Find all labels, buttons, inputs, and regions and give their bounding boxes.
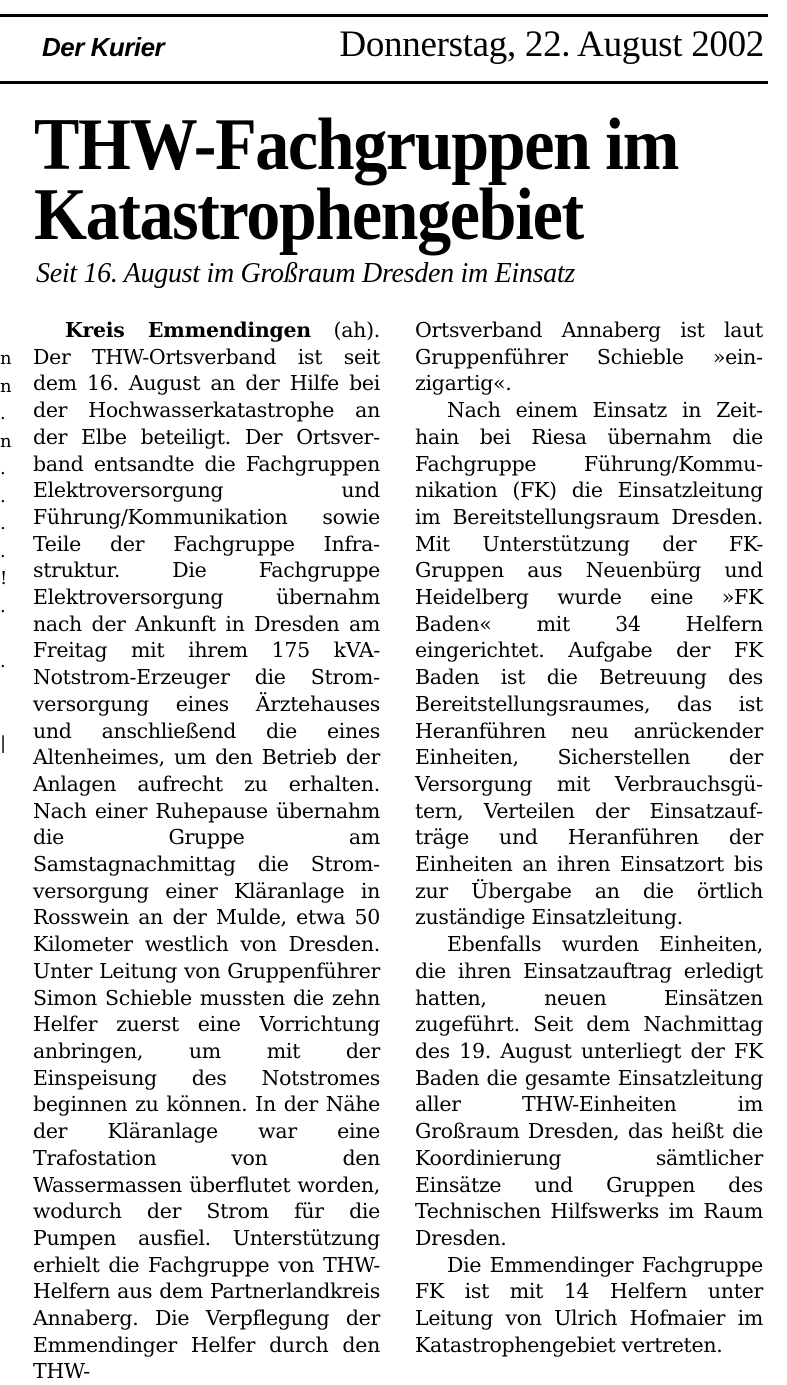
fragment: n xyxy=(0,348,12,369)
fragment: ! xyxy=(0,568,8,589)
article-column-left xyxy=(33,317,380,1385)
headline-line-1: THW-Fachgruppen im xyxy=(34,104,679,186)
issue-date: Donnerstag, 22. August 2002 xyxy=(339,24,764,65)
fragment: . xyxy=(0,403,6,424)
fragment: . xyxy=(0,540,6,562)
fragment: . xyxy=(0,485,6,507)
fragment: n xyxy=(0,375,12,397)
author-tag: (ah). xyxy=(310,318,380,342)
masthead-bar xyxy=(0,14,768,84)
dateline: Kreis Emmendingen xyxy=(65,318,311,342)
article-paragraph: Ortsverband Annaberg ist laut Gruppenführer Schieble »einzigartig«. xyxy=(415,318,763,396)
fragment xyxy=(0,620,12,648)
article-headline xyxy=(34,104,679,256)
article-paragraph xyxy=(33,317,380,1385)
fragment: . xyxy=(0,595,6,617)
fragment: n xyxy=(0,430,12,452)
fragment: . xyxy=(0,650,6,672)
fragment: . xyxy=(0,513,6,534)
article-column-right xyxy=(415,317,763,1358)
headline-line-2: Katastrophengebiet xyxy=(34,174,583,256)
article-paragraph: Die Emmendinger Fachgruppe FK ist mit 14 Helfern unter Leitung von Ulrich Hofmaier im Katastrophengebiet vertreten. xyxy=(415,1252,763,1357)
fragment: | xyxy=(0,733,7,754)
paragraph-text: Der THW-Ortsverband ist seit dem 16. August an der Hilfe bei der Hochwasserkatastrophe an der Elbe beteiligt. Der Ortsverband entsandte die Fachgruppen Elektroversorgung und Führung/Kommunikation sowie Teile der Fachgruppe Infrastruktur. Die Fachgruppe Elektroversorgung übernahm nach der Ankunft in Dresden am Freitag mit ihrem 175 kVA-Notstrom-Erzeuger die Stromversorgung eines Ärztehauses und anschließend die eines Altenheimes, um den Betrieb der Anlagen aufrecht zu erhalten. Nach einer Ruhepause übernahm die Gruppe am Samstagnachmittag die Stromversorgung einer Kläranlage in Rosswein an der Mulde, etwa 50 Kilometer westlich von Dresden. Unter Leitung von Gruppenführer Simon Schieble mussten die zehn Helfer zuerst eine Vorrichtung anbringen, um mit der Einspeisung des Notstromes beginnen zu können. In der Nähe der Kläranlage war eine Trafostation von den Wassermassen überflutet worden, wodurch der Strom für die Pumpen ausfiel. Unterstützung erhielt die Fachgruppe von THW-Helfern aus dem Partnerlandkreis Annaberg. Die Verpflegung der Emmendinger Helfer durch den THW- xyxy=(33,344,380,1384)
fragment xyxy=(0,703,12,731)
newspaper-name: Der Kurier xyxy=(42,32,165,62)
article-paragraph: Nach einem Einsatz in Zeithain bei Riesa übernahm die Fachgruppe Führung/Kommunikation (FK) die Einsatzleitung im Bereitstellungsraum Dresden. Mit Unterstützung der FK-Gruppen aus Neuenbürg und Heidelberg wurde eine »FK Baden« mit 34 Helfern eingerichtet. Aufgabe der FK Baden ist die Betreuung des Bereitstellungsraumes, das ist Heranführen neu anrückender Einheiten, Sicherstellen der Versorgung mit Verbrauchsgütern, Verteilen der Einsatzaufträge und Heranführen der Einheiten an ihren Einsatzort bis zur Übergabe an die örtlich zuständige Einsatzleitung. xyxy=(415,398,763,930)
fragment: . xyxy=(0,458,6,479)
article-paragraph: Ebenfalls wurden Einheiten, die ihren Einsatzauftrag erledigt hatten, neuen Einsätzen zugeführt. Seit dem Nachmittag des 19. August unterliegt der FK Baden die gesamte Einsatzleitung aller THW-Einheiten im Großraum Dresden, das heißt die Koordinierung sämtlicher Einsätze und Gruppen des Technischen Hilfswerks im Raum Dresden. xyxy=(415,932,763,1250)
fragment xyxy=(0,675,12,703)
adjacent-column-fragments xyxy=(0,345,12,758)
article-subheadline: Seit 16. August im Großraum Dresden im Einsatz xyxy=(36,258,575,289)
